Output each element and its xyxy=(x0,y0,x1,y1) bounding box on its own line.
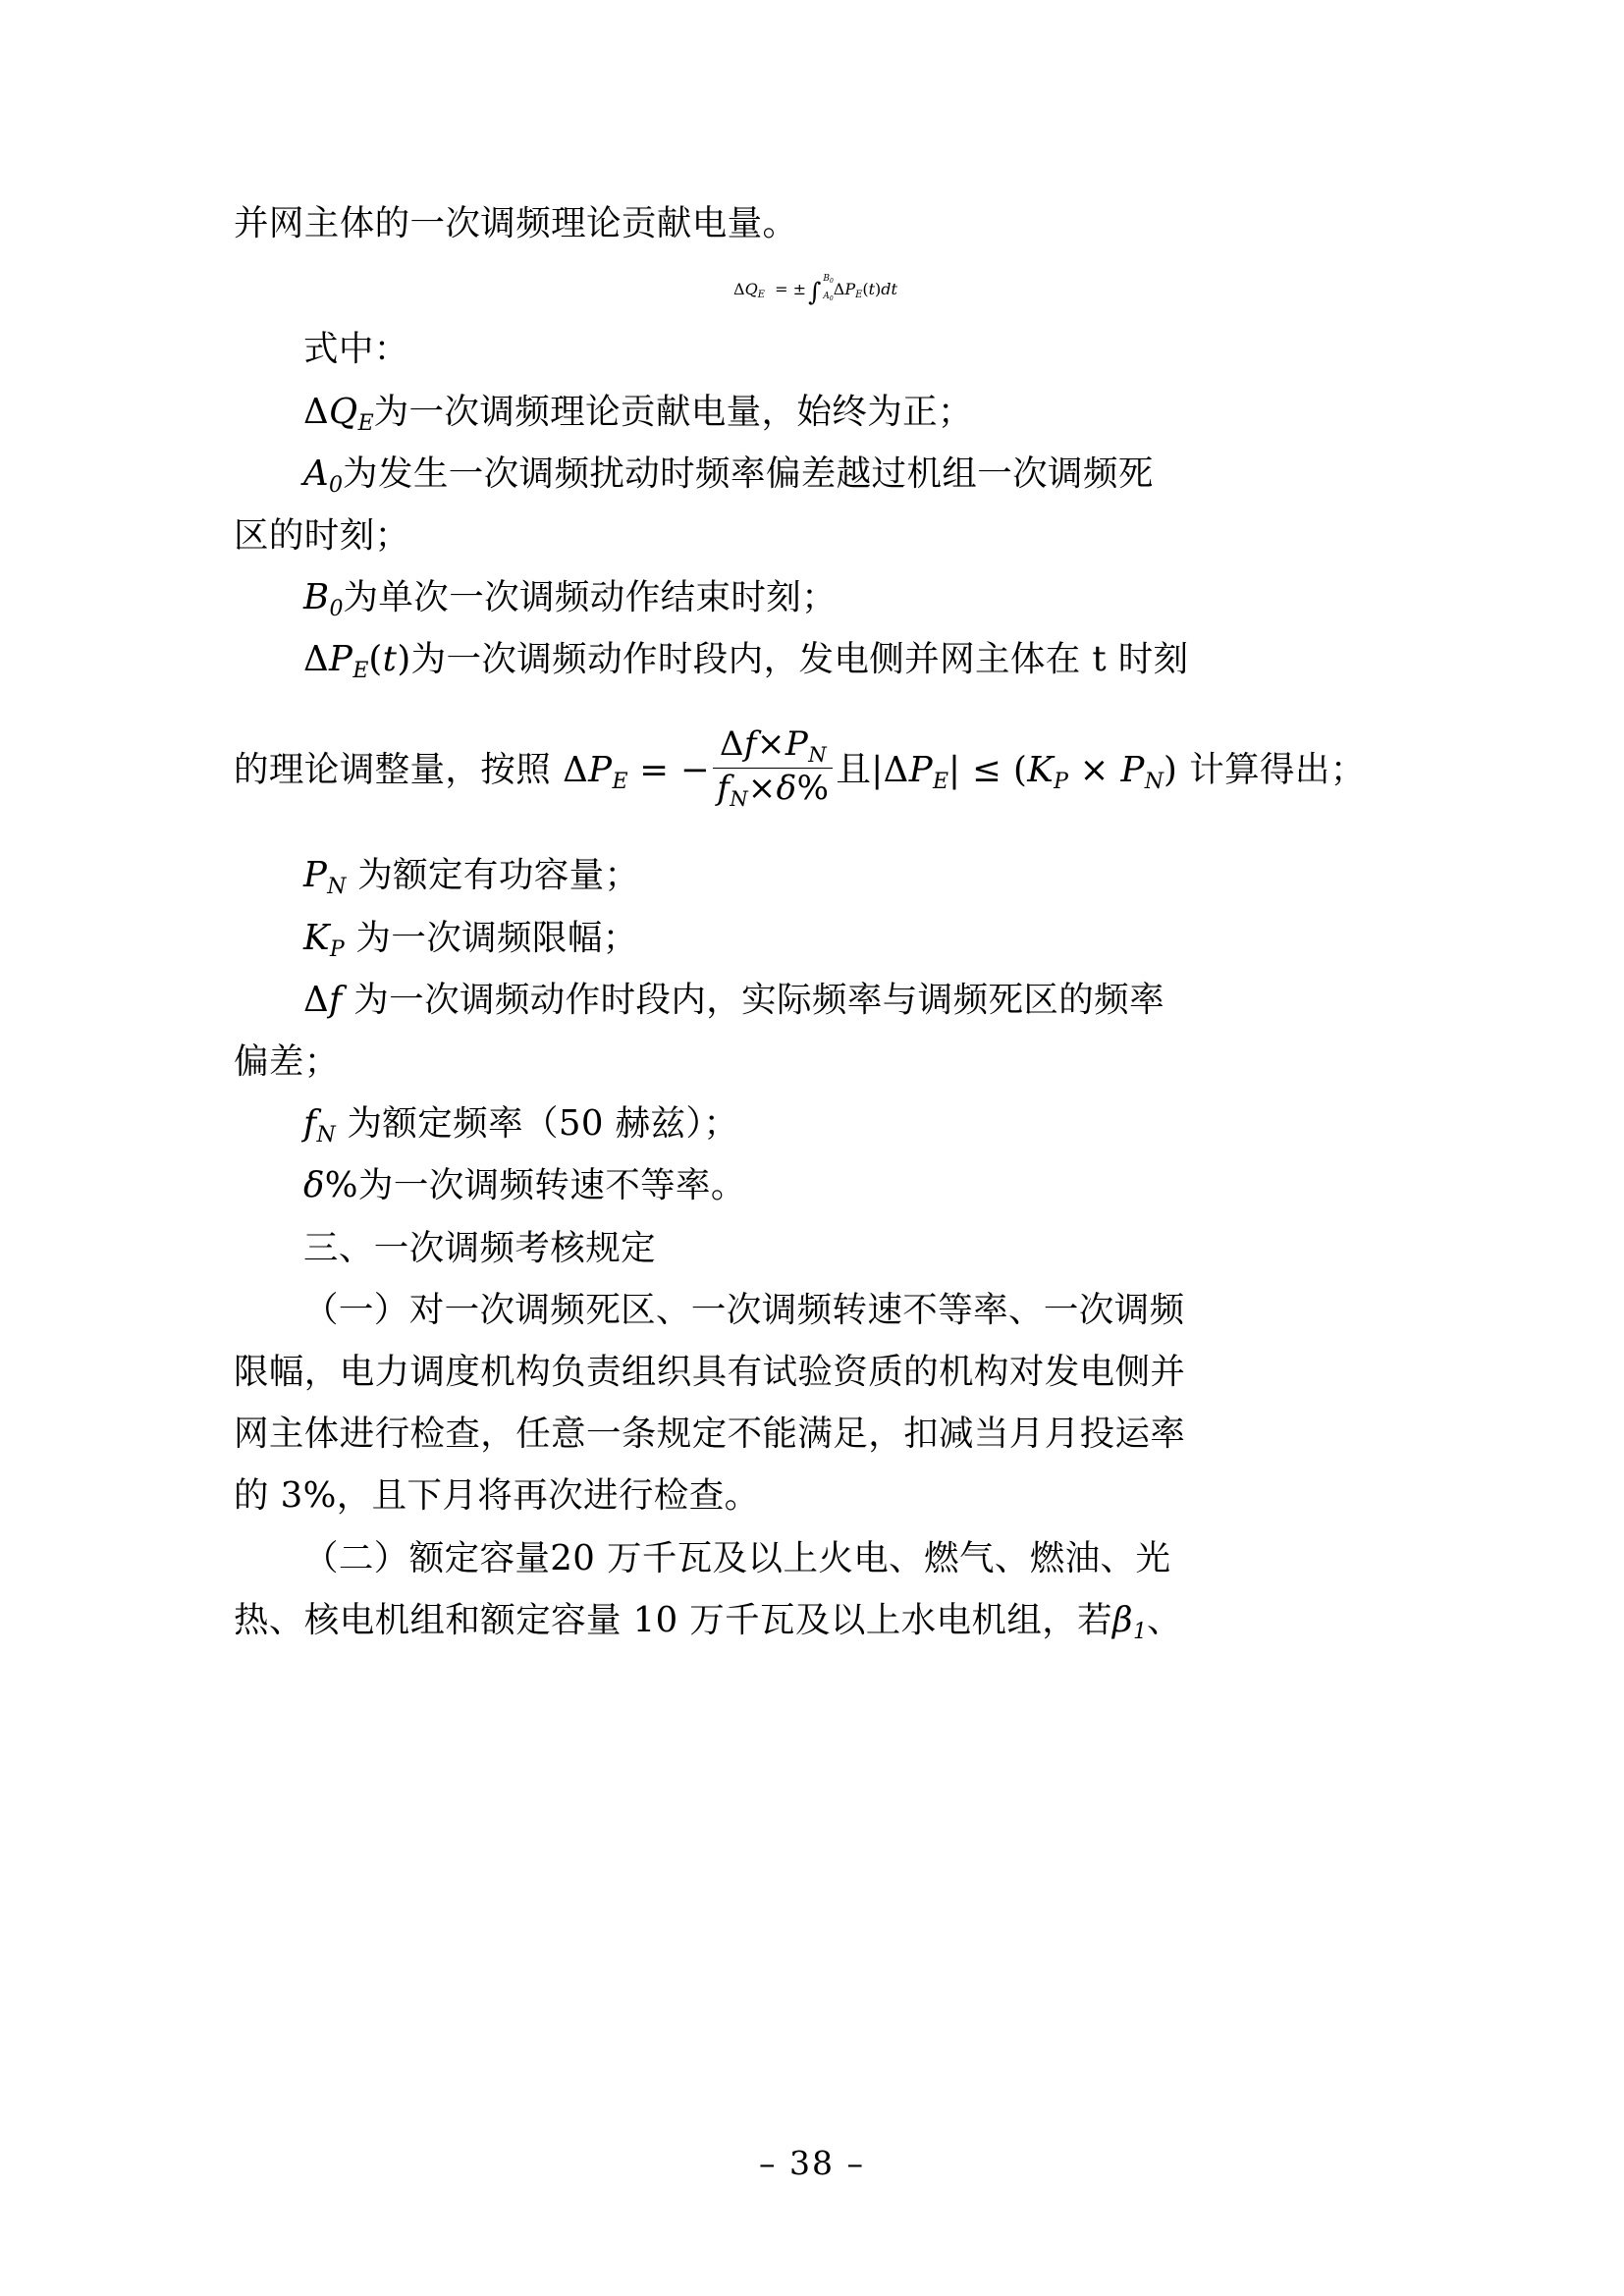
symbol-delta-percent: δ% xyxy=(303,1165,358,1206)
paragraph-def-delta-f-cont: 偏差； xyxy=(234,1041,340,1083)
item-two-line2-trailing: 、 xyxy=(1146,1599,1182,1640)
def-A0-text: 为发生一次调频扰动时频率偏差越过机组一次调频死 xyxy=(343,453,1154,494)
paragraph-def-A0-cont: 区的时刻； xyxy=(234,514,410,556)
paragraph-where: 式中： xyxy=(303,329,409,370)
symbol-fN: $f_N$ xyxy=(303,1103,336,1148)
def-delta-percent-text: 为一次调频转速不等率。 xyxy=(357,1165,746,1206)
formula-lead-text: 的理论调整量，按照 xyxy=(234,749,552,790)
def-PN-text: 为额定有功容量； xyxy=(357,855,640,896)
symbol-delta-QE: $\Delta Q_E$ xyxy=(303,391,374,436)
formula-delta-QE-math: $\Delta Q_E$ = ±∫ $B_0$ $A_0$ $\Delta P_E(t)dt$ xyxy=(733,274,897,307)
def-B0-text: 为单次一次调频动作结束时刻； xyxy=(343,577,838,618)
paragraph-item-two: （二）额定容量20 万千瓦及以上火电、燃气、燃油、光 xyxy=(303,1537,1171,1578)
paragraph-def-dQE xyxy=(234,381,1397,443)
page-number: – 38 – xyxy=(759,2144,865,2182)
paragraph-def-dPEt xyxy=(234,628,1397,690)
paragraph-item-one-line4: 的 3%，且下月将再次进行检查。 xyxy=(234,1475,760,1517)
symbol-A0: $A_0$ xyxy=(303,453,344,498)
formula-delta-PE-expression: $\Delta P_E$ = − $\frac{\Delta f\times P_N}{f_N\times\delta\%}$ xyxy=(563,750,836,790)
section-heading-three: 三、一次调频考核规定 xyxy=(303,1227,657,1268)
symbol-beta: β xyxy=(1112,1599,1133,1640)
symbol-delta-f: Δf xyxy=(303,979,343,1020)
paragraph-def-dPEt-formula xyxy=(234,725,1397,810)
paragraph-item-one: （一）对一次调频死区、一次调频转速不等率、一次调频 xyxy=(303,1289,1185,1330)
symbol-PN: $P_N$ xyxy=(303,855,347,900)
def-delta-f-text: 为一次调频动作时段内，实际频率与调频死区的频率 xyxy=(353,979,1164,1020)
paragraph-item-two-line2 xyxy=(234,1589,1397,1651)
paragraph-lead: 并网主体的一次调频理论贡献电量。 xyxy=(234,203,798,243)
paragraph-item-one-line3: 网主体进行检查，任意一条规定不能满足，扣减当月月投运率 xyxy=(234,1414,1186,1455)
symbol-B0: $B_0$ xyxy=(303,577,344,622)
def-KP-text: 为一次调频限幅； xyxy=(355,917,638,958)
formula-trailing-text: 计算得出； xyxy=(1189,749,1366,790)
display-formula-delta-QE xyxy=(234,274,1397,307)
paragraph-def-KP xyxy=(234,907,1397,969)
symbol-KP: $K_P$ xyxy=(303,917,345,962)
paragraph-def-PN xyxy=(234,844,1397,906)
formula-conjunction: 且 xyxy=(836,749,872,790)
def-dQE-text: 为一次调频理论贡献电量，始终为正； xyxy=(373,391,973,432)
symbol-delta-PE-t: $\Delta P_E(t)$ xyxy=(303,639,411,684)
page-footer xyxy=(0,2144,1624,2182)
symbol-beta-subscript: 1 xyxy=(1132,1619,1147,1644)
paragraph-def-delta-percent xyxy=(234,1154,1397,1216)
def-fN-text: 为额定频率（50 赫兹）； xyxy=(347,1103,739,1145)
paragraph-def-fN xyxy=(234,1093,1397,1154)
paragraph-def-delta-f xyxy=(234,969,1397,1031)
item-two-line2-text: 热、核电机组和额定容量 10 万千瓦及以上水电机组，若 xyxy=(234,1599,1113,1640)
paragraph-def-B0 xyxy=(234,566,1397,628)
paragraph-item-one-line2: 限幅，电力调度机构负责组织具有试验资质的机构对发电侧并 xyxy=(234,1352,1186,1393)
page-content xyxy=(234,192,1397,1651)
def-dPEt-text: 为一次调频动作时段内，发电侧并网主体在 t 时刻 xyxy=(410,639,1189,680)
paragraph-def-A0 xyxy=(234,443,1397,505)
formula-delta-PE-constraint: $|\Delta P_E| \le (K_P \times P_N)$ xyxy=(871,749,1178,794)
symbol-beta-1 xyxy=(1112,1599,1147,1644)
